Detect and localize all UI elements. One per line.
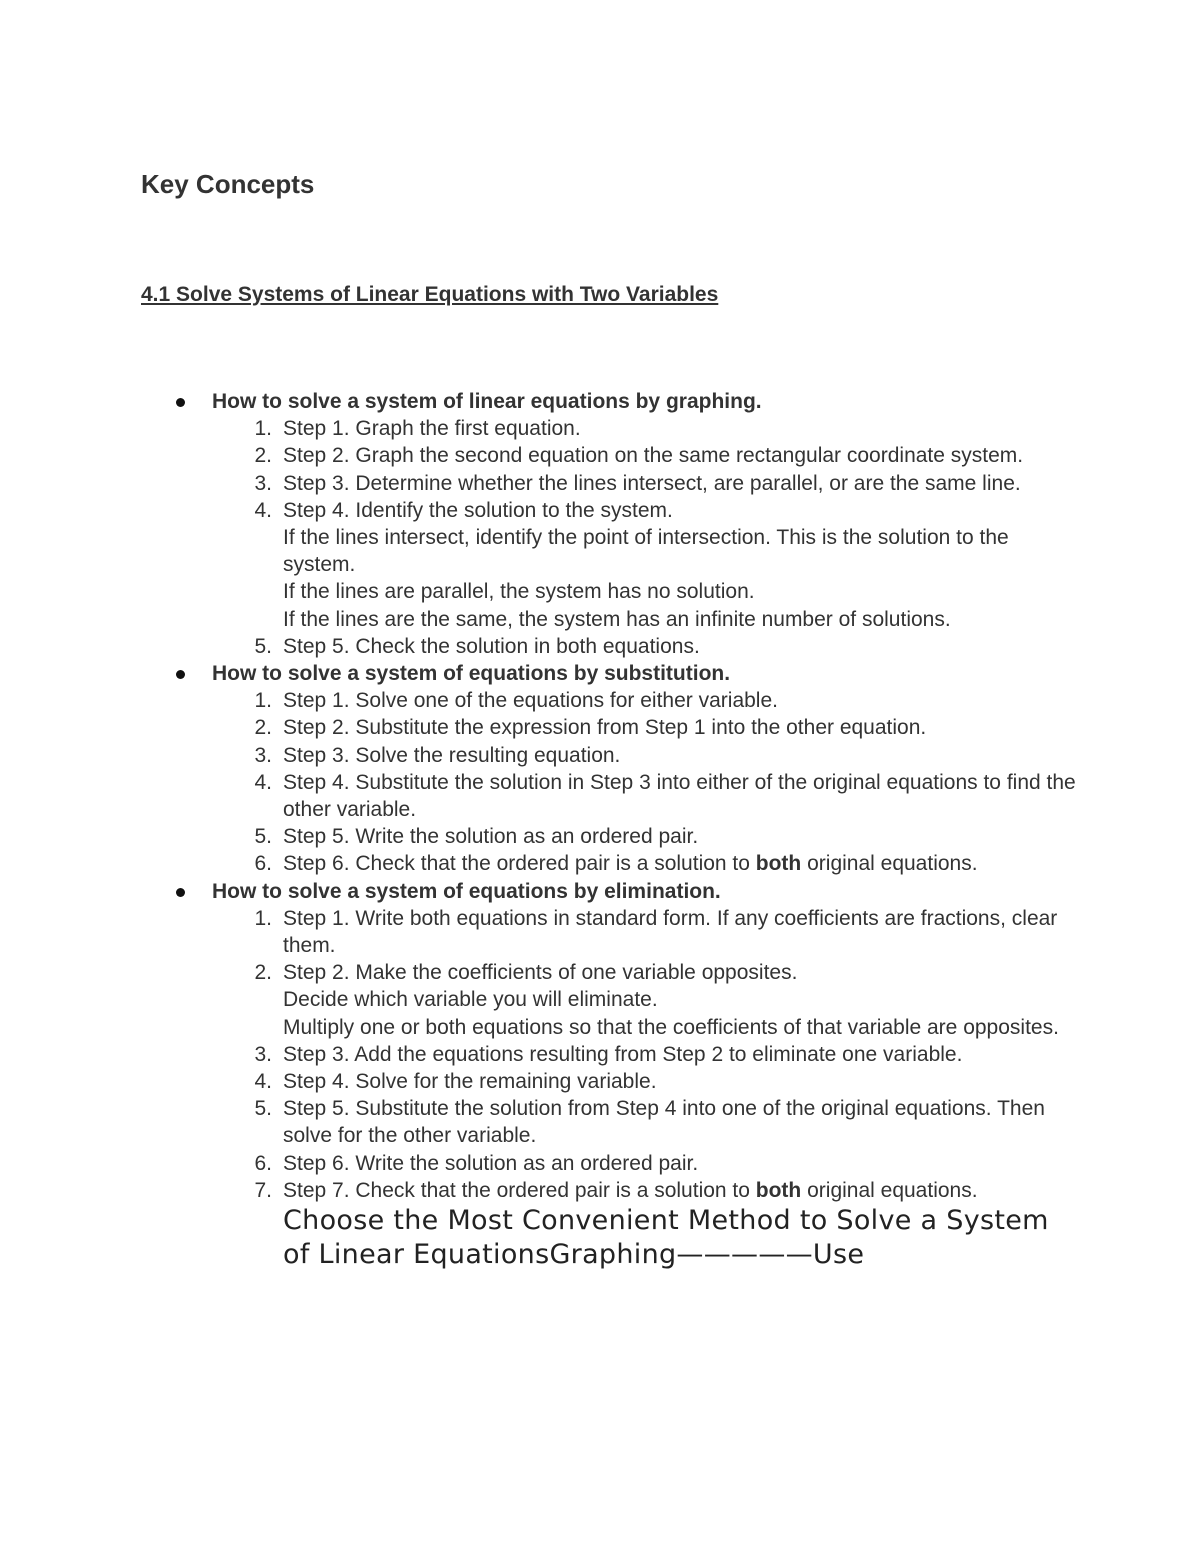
step-text: Step 6. Write the solution as an ordered pair.: [283, 1151, 699, 1175]
step-number: 1.: [254, 417, 272, 441]
step-item: [212, 714, 1081, 741]
step-item: [212, 905, 1081, 959]
step-item: [212, 1177, 1081, 1204]
step-item: [212, 442, 1081, 469]
step-text: Step 1. Solve one of the equations for either variable.: [283, 689, 778, 713]
step-text: If the lines are parallel, the system has no solution.: [283, 580, 755, 604]
step-item: [212, 1068, 1081, 1095]
step-number: 3.: [254, 743, 272, 767]
step-text: If the lines intersect, identify the point of intersection. This is the solution to the system.: [283, 526, 1009, 577]
step-text: Step 4. Solve for the remaining variable.: [283, 1070, 657, 1094]
step-text: Step 4. Substitute the solution in Step 3 into either of the original equations to find the other variable.: [283, 770, 1076, 822]
bullet-icon: [176, 398, 185, 407]
step-item: [212, 769, 1081, 823]
bullet-icon: [176, 670, 185, 679]
steps-list: [212, 415, 1081, 660]
methods-list: [141, 388, 1081, 1272]
step-item: [212, 633, 1081, 660]
steps-list: [212, 687, 1081, 877]
step-number: 6.: [254, 852, 272, 876]
step-text: Decide which variable you will eliminate.: [283, 988, 658, 1012]
step-number: 4.: [254, 770, 272, 794]
emphasis-text: both: [755, 852, 802, 876]
step-item: [212, 687, 1081, 714]
step-text: Step 3. Add the equations resulting from Step 2 to eliminate one variable.: [283, 1042, 963, 1066]
step-number: 1.: [254, 906, 272, 930]
step-item: [212, 1095, 1081, 1149]
step-item: [212, 1041, 1081, 1068]
step-item: [212, 1150, 1081, 1177]
section-heading: 4.1 Solve Systems of Linear Equations with Two Variables: [141, 283, 719, 306]
step-number: 3.: [254, 471, 272, 495]
step-text: Step 4. Identify the solution to the system.: [283, 498, 673, 522]
step-number: 5.: [254, 1097, 272, 1121]
step-item: [212, 497, 1081, 633]
step-text: Multiply one or both equations so that the coefficients of that variable are opposites.: [283, 1015, 1059, 1039]
method-item: [141, 878, 1081, 1272]
step-text: Step 2. Make the coefficients of one variable opposites.: [283, 961, 798, 985]
step-text: Step 5. Substitute the solution from Step 4 into one of the original equations. Then solve for the other variable.: [283, 1097, 1045, 1148]
step-text: Step 3. Determine whether the lines intersect, are parallel, or are the same line.: [283, 471, 1021, 495]
step-number: 5.: [254, 825, 272, 849]
step-number: 3.: [254, 1042, 272, 1066]
step-number: 2.: [254, 961, 272, 985]
method-item: [141, 388, 1081, 660]
step-number: 6.: [254, 1151, 272, 1175]
step-number: 2.: [254, 716, 272, 740]
step-item: [212, 959, 1081, 1041]
step-number: 4.: [254, 1070, 272, 1094]
step-item: [212, 850, 1081, 877]
method-item: [141, 660, 1081, 878]
step-number: 2.: [254, 444, 272, 468]
bullet-icon: [176, 888, 185, 897]
step-text: Step 1. Graph the first equation.: [283, 417, 581, 441]
method-title: How to solve a system of equations by elimination.: [212, 879, 721, 903]
method-title: How to solve a system of linear equations by graphing.: [212, 390, 762, 413]
step-item: [212, 415, 1081, 442]
step-text: Step 2. Substitute the expression from Step 1 into the other equation.: [283, 716, 927, 740]
step-number: 5.: [254, 634, 272, 658]
step-item: [212, 742, 1081, 769]
step-number: 7.: [254, 1178, 272, 1202]
step-text: Step 7. Check that the ordered pair is a solution to both original equations.: [283, 1178, 978, 1202]
step-text: Step 6. Check that the ordered pair is a solution to both original equations.: [283, 852, 978, 876]
step-item: [212, 823, 1081, 850]
step-number: 1.: [254, 689, 272, 713]
closing-heading: Choose the Most Convenient Method to Solve a System of Linear EquationsGraphing—————Use: [283, 1205, 1049, 1271]
method-title: How to solve a system of equations by substitution.: [212, 662, 731, 686]
step-text: Step 1. Write both equations in standard form. If any coefficients are fractions, clear them.: [283, 906, 1058, 958]
step-item: [212, 470, 1081, 497]
step-text: If the lines are the same, the system has an infinite number of solutions.: [283, 607, 951, 631]
step-text: Step 5. Check the solution in both equations.: [283, 634, 700, 658]
step-text: Step 5. Write the solution as an ordered pair.: [283, 825, 699, 849]
page-title: Key Concepts: [141, 169, 315, 199]
step-text: Step 3. Solve the resulting equation.: [283, 743, 621, 767]
step-number: 4.: [254, 498, 272, 522]
emphasis-text: both: [755, 1178, 802, 1202]
step-text: Step 2. Graph the second equation on the same rectangular coordinate system.: [283, 444, 1024, 468]
steps-list: [212, 905, 1081, 1204]
